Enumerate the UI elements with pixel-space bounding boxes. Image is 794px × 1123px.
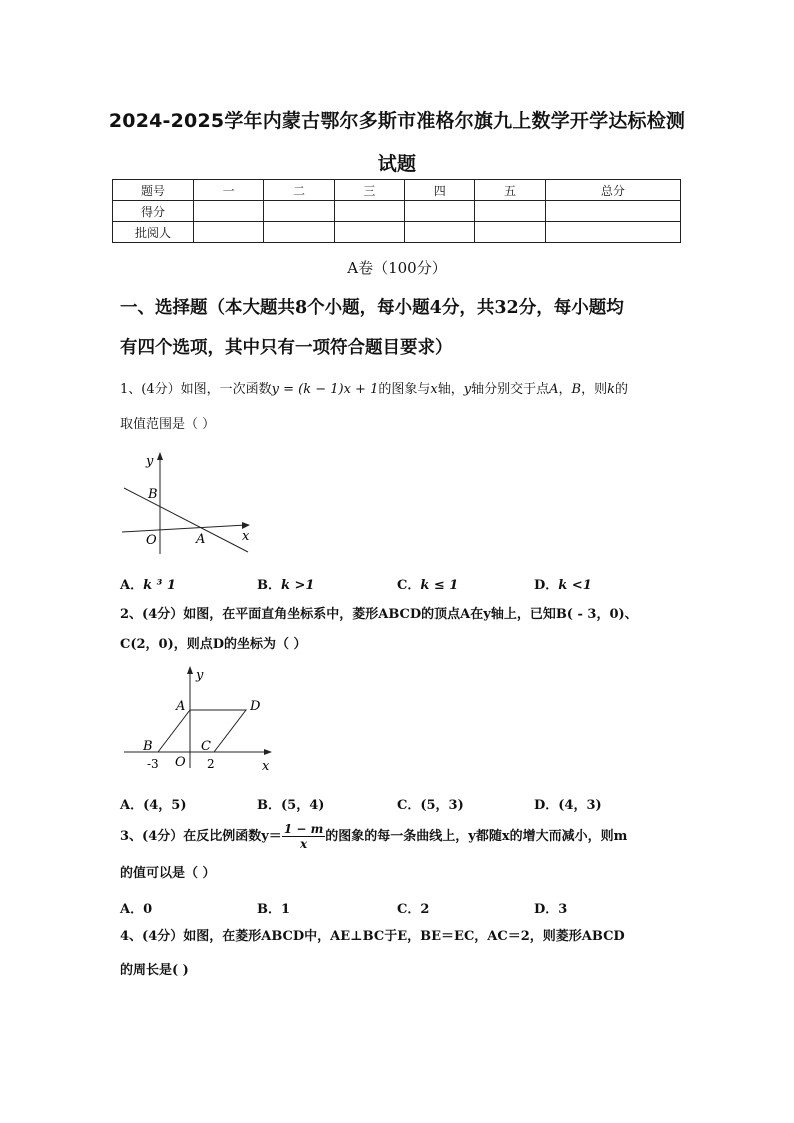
question-3-line2: 的值可以是（ ）	[120, 866, 216, 881]
score-cell[interactable]	[405, 201, 475, 222]
table-header-cell: 四	[405, 180, 475, 201]
table-header-cell: 一	[194, 180, 264, 201]
option-c[interactable]: C．(5，3)	[397, 798, 464, 813]
question-text: 的图象的每一条曲线上，y都随x的增大而减小，则m	[325, 829, 628, 844]
question-4-line1: 4、(4分）如图，在菱形ABCD中，AE⊥BC于E，BE＝EC，AC＝2，则菱形ABCD	[120, 929, 625, 944]
option-a[interactable]: A．k ³ 1	[120, 578, 176, 593]
table-header-cell: 题号	[113, 180, 194, 201]
fraction-denominator: x	[299, 837, 308, 851]
point-label-a: A	[176, 699, 186, 714]
figure-q2-rhombus	[118, 664, 278, 776]
math-var: x	[430, 382, 438, 397]
point-label-a: A	[196, 532, 206, 547]
point-label-c: C	[201, 739, 211, 754]
option-b[interactable]: B．k >1	[257, 578, 315, 593]
score-table	[112, 179, 681, 243]
question-1-line2: 取值范围是（ ）	[120, 417, 216, 432]
math-var: k	[607, 382, 615, 397]
score-cell[interactable]	[475, 222, 545, 243]
option-c[interactable]: C．k ≤ 1	[397, 578, 459, 593]
fraction	[282, 822, 325, 851]
question-1-line1	[120, 381, 690, 399]
question-4-line2: 的周长是( )	[120, 963, 189, 978]
x-axis-arrow-icon	[264, 749, 272, 755]
question-2-line1: 2、(4分）如图，在平面直角坐标系中，菱形ABCD的顶点A在y轴上，已知B( - 3，0)、	[120, 607, 638, 622]
table-header-cell: 二	[264, 180, 334, 201]
table-header-cell: 五	[475, 180, 545, 201]
option-d[interactable]: D．(4，3)	[534, 798, 602, 813]
option-c[interactable]: C．2	[397, 902, 430, 917]
tick-label-neg: -3	[147, 757, 159, 771]
x-axis-arrow-icon	[242, 522, 250, 529]
option-b[interactable]: B．(5，4)	[257, 798, 325, 813]
question-2-line2: C(2，0)，则点D的坐标为（ ）	[120, 637, 307, 652]
question-1-options	[120, 574, 680, 592]
score-cell[interactable]	[194, 201, 264, 222]
formula: y = (k − 1)x + 1	[271, 382, 379, 397]
question-text: ，	[558, 382, 572, 397]
math-var: y	[463, 382, 472, 397]
math-var: A	[549, 382, 559, 397]
function-label: y＝	[261, 829, 282, 844]
score-cell[interactable]	[475, 201, 545, 222]
tick-label-pos: 2	[207, 757, 215, 771]
question-text: 轴，	[437, 382, 464, 397]
math-var: B	[571, 382, 582, 397]
table-row-label: 批阅人	[113, 222, 194, 243]
score-cell[interactable]	[545, 201, 680, 222]
point-label-b: B	[143, 739, 153, 754]
axis-label-y: y	[196, 668, 204, 683]
point-label-d: D	[250, 699, 261, 714]
table-row-label: 得分	[113, 201, 194, 222]
axis-label-x: x	[262, 759, 270, 774]
paper-title-line1: 2024-2025学年内蒙古鄂尔多斯市准格尔旗九上数学开学达标检测	[108, 110, 686, 132]
section-heading-line1: 一、选择题（本大题共8个小题，每小题4分，共32分，每小题均	[120, 298, 624, 318]
score-cell[interactable]	[334, 201, 404, 222]
question-3-line1	[120, 822, 690, 852]
score-table-row	[113, 222, 681, 243]
question-text: 1、(4分）如图，一次函数	[120, 382, 272, 397]
question-text: ，则	[581, 382, 608, 397]
question-text: 轴分别交于点	[471, 382, 550, 397]
origin-label: O	[175, 755, 186, 770]
option-d[interactable]: D．3	[534, 902, 568, 917]
question-2-options	[120, 794, 680, 812]
score-cell[interactable]	[545, 222, 680, 243]
score-cell[interactable]	[264, 222, 334, 243]
y-axis-arrow-icon	[187, 666, 193, 674]
score-table-header-row	[113, 180, 681, 201]
score-table-row	[113, 201, 681, 222]
score-cell[interactable]	[334, 222, 404, 243]
y-axis-arrow-icon	[157, 452, 163, 460]
paper-title-line2: 试题	[377, 153, 417, 175]
score-cell[interactable]	[405, 222, 475, 243]
option-b[interactable]: B．1	[257, 902, 291, 917]
option-d[interactable]: D．k <1	[534, 578, 592, 593]
axis-label-y: y	[146, 454, 154, 469]
question-text: 的图象与	[378, 382, 431, 397]
table-header-cell: 三	[334, 180, 404, 201]
question-text: 3、(4分）在反比例函数	[120, 829, 262, 844]
score-cell[interactable]	[194, 222, 264, 243]
point-label-b: B	[148, 487, 158, 502]
option-a[interactable]: A．(4，5)	[120, 798, 187, 813]
function-line	[124, 488, 248, 552]
figure-q1-line-graph	[118, 450, 258, 558]
x-axis	[122, 525, 246, 532]
question-3-options	[120, 898, 680, 916]
section-heading-line2: 有四个选项，其中只有一项符合题目要求）	[120, 338, 453, 358]
option-a[interactable]: A．0	[120, 902, 153, 917]
fraction-numerator: 1 − m	[283, 822, 324, 836]
origin-label: O	[146, 533, 157, 548]
axis-label-x: x	[242, 529, 250, 544]
score-cell[interactable]	[264, 201, 334, 222]
table-header-cell: 总分	[545, 180, 680, 201]
paper-section-heading: A卷（100分）	[347, 259, 447, 277]
question-text: 的	[614, 382, 628, 397]
